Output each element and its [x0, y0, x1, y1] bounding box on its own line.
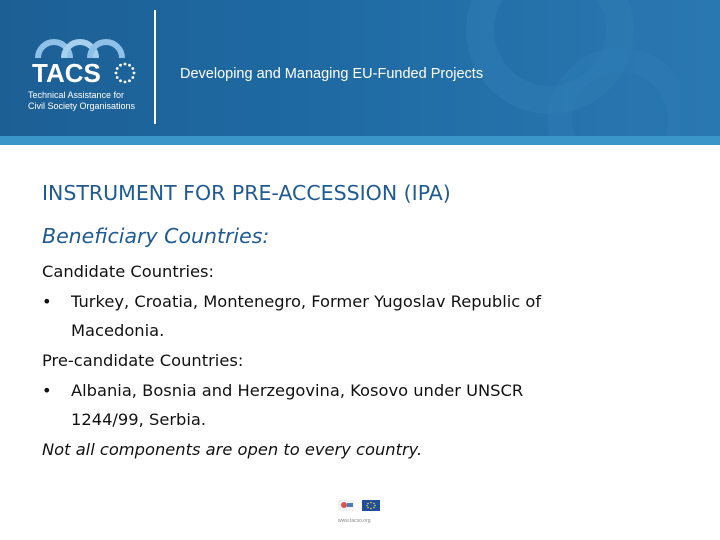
- partner-logo-icon: [336, 496, 386, 530]
- footer-logos: [336, 496, 386, 530]
- eu-stars-icon: [114, 62, 136, 84]
- precandidate-countries-line1: Albania, Bosnia and Herzegovina, Kosovo under UNSCR: [71, 381, 524, 400]
- bullet-icon: •: [42, 292, 52, 311]
- slide-title: [42, 172, 451, 258]
- candidate-countries-line2: Macedonia.: [71, 321, 165, 340]
- tacso-logo: [24, 28, 142, 114]
- slide-content: [42, 256, 682, 465]
- header-stripe: [0, 136, 720, 145]
- precandidate-heading: Pre-candidate Countries:: [42, 351, 244, 370]
- candidate-countries-line1: Turkey, Croatia, Montenegro, Former Yugoslav Republic of: [71, 292, 542, 311]
- candidate-list-item: [42, 287, 682, 345]
- slide-header: [0, 0, 720, 136]
- bullet-icon: •: [42, 381, 52, 400]
- footer-url: www.tacso.org: [338, 518, 371, 524]
- logo-subtitle: Technical Assistance for Civil Society Organisations: [28, 90, 136, 111]
- precandidate-list-item: [42, 376, 682, 434]
- header-title: Developing and Managing EU-Funded Projects: [180, 66, 484, 82]
- precandidate-countries-line2: 1244/99, Serbia.: [71, 410, 207, 429]
- candidate-heading: Candidate Countries:: [42, 262, 214, 281]
- components-note: Not all components are open to every country.: [42, 440, 423, 459]
- slide-title-main: INSTRUMENT FOR PRE-ACCESSION (IPA): [42, 181, 451, 205]
- header-divider: [154, 10, 156, 124]
- logo-acronym: TACS: [32, 58, 101, 88]
- slide-subtitle: Beneficiary Countries:: [42, 224, 270, 248]
- logo-arcs-icon: [34, 28, 134, 62]
